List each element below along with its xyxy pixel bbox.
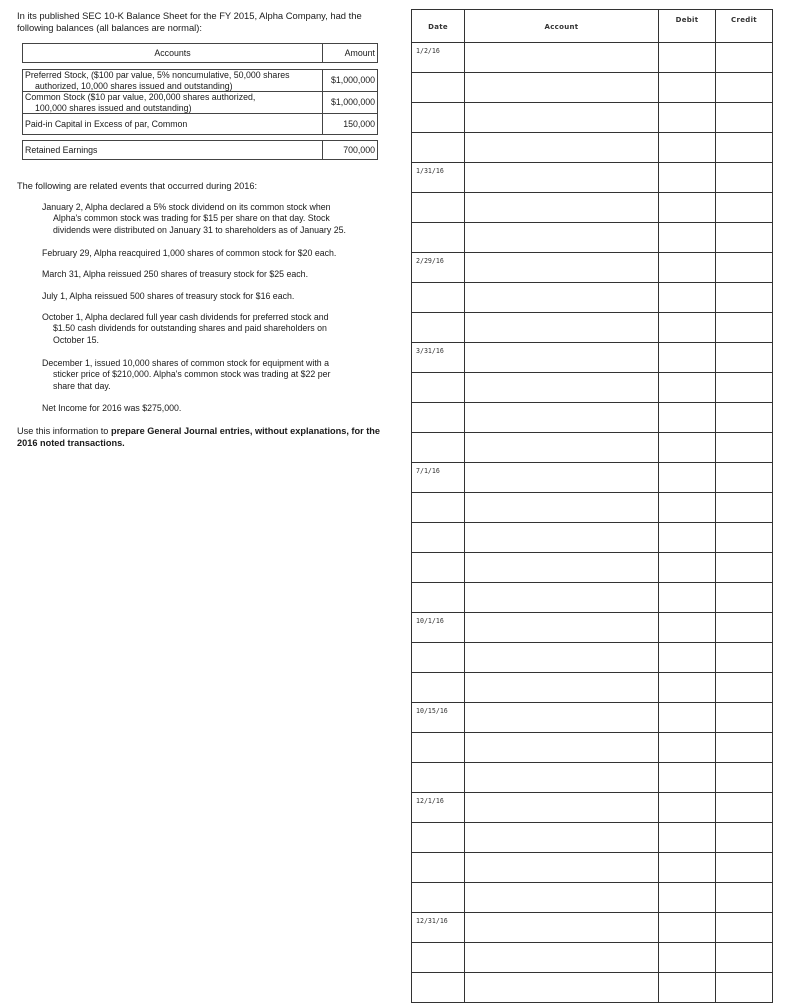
journal-debit-cell[interactable] [659, 493, 716, 523]
journal-date-cell [412, 583, 465, 613]
account-name: Preferred Stock, ($100 par value, 5% noncumulative, 50,000 shares [25, 70, 290, 80]
journal-account-cell[interactable] [465, 433, 659, 463]
journal-account-cell[interactable] [465, 43, 659, 73]
journal-account-cell[interactable] [465, 133, 659, 163]
balance-row [23, 114, 378, 135]
accounts-header: Accounts [23, 44, 323, 63]
journal-date-cell [412, 433, 465, 463]
journal-row [412, 133, 773, 163]
journal-row [412, 433, 773, 463]
journal-date-cell: 10/15/16 [412, 703, 465, 733]
journal-row [412, 283, 773, 313]
journal-credit-cell[interactable] [716, 493, 773, 523]
journal-debit-cell[interactable] [659, 823, 716, 853]
debit-column-header: Debit [659, 10, 716, 43]
journal-date-cell [412, 643, 465, 673]
journal-credit-cell[interactable] [716, 343, 773, 373]
journal-account-cell[interactable] [465, 163, 659, 193]
journal-date-cell [412, 193, 465, 223]
journal-row [412, 673, 773, 703]
journal-debit-cell[interactable] [659, 403, 716, 433]
journal-date-cell [412, 403, 465, 433]
journal-debit-cell[interactable] [659, 283, 716, 313]
journal-row [412, 973, 773, 1003]
journal-row [412, 943, 773, 973]
journal-row [412, 343, 773, 373]
journal-account-cell[interactable] [465, 193, 659, 223]
journal-row [412, 403, 773, 433]
journal-account-cell[interactable] [465, 523, 659, 553]
journal-date-cell [412, 943, 465, 973]
journal-date-cell [412, 283, 465, 313]
journal-credit-cell[interactable] [716, 403, 773, 433]
journal-credit-cell[interactable] [716, 793, 773, 823]
journal-row [412, 223, 773, 253]
journal-debit-cell[interactable] [659, 193, 716, 223]
journal-credit-cell[interactable] [716, 133, 773, 163]
journal-row [412, 883, 773, 913]
event-item: Net Income for 2016 was $275,000. [42, 403, 182, 413]
journal-debit-cell[interactable] [659, 793, 716, 823]
journal-row [412, 313, 773, 343]
journal-body [412, 43, 773, 1003]
journal-debit-cell[interactable] [659, 223, 716, 253]
balance-table [22, 43, 378, 160]
account-name: Retained Earnings [23, 141, 323, 160]
event-item: December 1, issued 10,000 shares of common stock for equipment with a sticker price of $210,000. Alpha's common stock was trading at $22 per share that day. [42, 358, 331, 391]
journal-date-cell [412, 73, 465, 103]
journal-date-cell: 12/1/16 [412, 793, 465, 823]
balance-row [23, 141, 378, 160]
problem-statement [17, 10, 379, 34]
journal-credit-cell[interactable] [716, 553, 773, 583]
journal-row [412, 493, 773, 523]
journal-credit-cell[interactable] [716, 973, 773, 1003]
journal-row [412, 373, 773, 403]
instructions: Use this information to prepare General Journal entries, without explanations, for the 2016 noted transactions. [17, 426, 381, 448]
journal-row [412, 703, 773, 733]
journal-account-cell[interactable] [465, 73, 659, 103]
journal-row [412, 643, 773, 673]
account-amount: 150,000 [323, 114, 378, 135]
journal-date-cell: 1/31/16 [412, 163, 465, 193]
journal-account-cell[interactable] [465, 253, 659, 283]
journal-account-cell[interactable] [465, 313, 659, 343]
journal-account-cell[interactable] [465, 883, 659, 913]
journal-account-cell[interactable] [465, 343, 659, 373]
journal-row [412, 793, 773, 823]
journal-debit-cell[interactable] [659, 373, 716, 403]
journal-credit-cell[interactable] [716, 733, 773, 763]
journal-date-cell [412, 493, 465, 523]
journal-credit-cell[interactable] [716, 103, 773, 133]
journal-date-cell [412, 133, 465, 163]
account-column-header: Account [465, 10, 659, 43]
journal-date-cell: 10/1/16 [412, 613, 465, 643]
journal-credit-cell[interactable] [716, 463, 773, 493]
credit-column-header: Credit [716, 10, 773, 43]
journal-row [412, 193, 773, 223]
journal-credit-cell[interactable] [716, 433, 773, 463]
journal-date-cell: 7/1/16 [412, 463, 465, 493]
journal-row [412, 523, 773, 553]
journal-credit-cell[interactable] [716, 73, 773, 103]
journal-debit-cell[interactable] [659, 853, 716, 883]
journal-account-cell[interactable] [465, 913, 659, 943]
journal-row [412, 763, 773, 793]
journal-row [412, 583, 773, 613]
journal-credit-cell[interactable] [716, 283, 773, 313]
journal-row [412, 463, 773, 493]
date-column-header: Date [412, 10, 465, 43]
journal-account-cell[interactable] [465, 973, 659, 1003]
journal-credit-cell[interactable] [716, 763, 773, 793]
journal-debit-cell[interactable] [659, 733, 716, 763]
account-name-cont: 100,000 shares issued and outstanding) [35, 102, 192, 113]
journal-account-cell[interactable] [465, 493, 659, 523]
account-name: Paid-in Capital in Excess of par, Common [23, 114, 323, 135]
journal-debit-cell[interactable] [659, 553, 716, 583]
journal-row [412, 73, 773, 103]
journal-credit-cell[interactable] [716, 193, 773, 223]
journal-account-cell[interactable] [465, 613, 659, 643]
journal-debit-cell[interactable] [659, 523, 716, 553]
journal-date-cell [412, 103, 465, 133]
journal-account-cell[interactable] [465, 943, 659, 973]
journal-date-cell: 2/29/16 [412, 253, 465, 283]
journal-credit-cell[interactable] [716, 703, 773, 733]
event-item: February 29, Alpha reacquired 1,000 shares of common stock for $20 each. [42, 248, 337, 258]
journal-date-cell [412, 763, 465, 793]
journal-date-cell: 3/31/16 [412, 343, 465, 373]
journal-row [412, 733, 773, 763]
journal-date-cell [412, 523, 465, 553]
journal-debit-cell[interactable] [659, 673, 716, 703]
journal-date-cell [412, 733, 465, 763]
journal-account-cell[interactable] [465, 673, 659, 703]
journal-date-cell [412, 553, 465, 583]
journal-account-cell[interactable] [465, 823, 659, 853]
journal-account-cell[interactable] [465, 463, 659, 493]
journal-debit-cell[interactable] [659, 313, 716, 343]
journal-debit-cell[interactable] [659, 613, 716, 643]
journal-debit-cell[interactable] [659, 73, 716, 103]
journal-date-cell: 12/31/16 [412, 913, 465, 943]
account-amount: 700,000 [323, 141, 378, 160]
account-amount: $1,000,000 [323, 70, 378, 92]
journal-credit-cell[interactable] [716, 613, 773, 643]
journal-credit-cell[interactable] [716, 673, 773, 703]
journal-account-cell[interactable] [465, 403, 659, 433]
journal-row [412, 103, 773, 133]
journal-debit-cell[interactable] [659, 463, 716, 493]
account-amount: $1,000,000 [323, 92, 378, 114]
balance-row [23, 92, 378, 114]
journal-date-cell [412, 223, 465, 253]
journal-debit-cell[interactable] [659, 763, 716, 793]
journal-header-row [412, 10, 773, 43]
journal-account-cell[interactable] [465, 793, 659, 823]
journal-date-cell [412, 313, 465, 343]
events-heading: The following are related events that occurred during 2016: [17, 181, 258, 191]
journal-credit-cell[interactable] [716, 823, 773, 853]
journal-debit-cell[interactable] [659, 703, 716, 733]
journal-credit-cell[interactable] [716, 583, 773, 613]
journal-debit-cell[interactable] [659, 253, 716, 283]
journal-debit-cell[interactable] [659, 943, 716, 973]
journal-row [412, 853, 773, 883]
balance-table-header [23, 44, 378, 63]
journal-debit-cell[interactable] [659, 163, 716, 193]
journal-account-cell[interactable] [465, 223, 659, 253]
journal-account-cell[interactable] [465, 583, 659, 613]
journal-account-cell[interactable] [465, 853, 659, 883]
journal-debit-cell[interactable] [659, 343, 716, 373]
journal-credit-cell[interactable] [716, 883, 773, 913]
journal-account-cell[interactable] [465, 703, 659, 733]
account-name: Common Stock ($10 par value, 200,000 shares authorized, [25, 92, 256, 102]
journal-row [412, 163, 773, 193]
journal-row [412, 43, 773, 73]
journal-debit-cell[interactable] [659, 133, 716, 163]
journal-credit-cell[interactable] [716, 163, 773, 193]
journal-date-cell [412, 673, 465, 703]
event-item: January 2, Alpha declared a 5% stock dividend on its common stock when Alpha's common stock was trading for $15 per share on that day. Stock dividends were distributed on January 31 to shareholders as of January 25. [42, 202, 346, 235]
general-journal-table [411, 9, 773, 1003]
journal-row [412, 553, 773, 583]
journal-date-cell [412, 853, 465, 883]
account-name-cont: authorized, 10,000 shares issued and outstanding) [35, 80, 233, 91]
balance-row [23, 70, 378, 92]
journal-credit-cell[interactable] [716, 523, 773, 553]
journal-debit-cell[interactable] [659, 973, 716, 1003]
journal-credit-cell[interactable] [716, 253, 773, 283]
journal-debit-cell[interactable] [659, 643, 716, 673]
journal-account-cell[interactable] [465, 283, 659, 313]
journal-date-cell [412, 883, 465, 913]
journal-date-cell [412, 973, 465, 1003]
event-item: July 1, Alpha reissued 500 shares of treasury stock for $16 each. [42, 291, 295, 301]
journal-row [412, 823, 773, 853]
journal-account-cell[interactable] [465, 643, 659, 673]
amount-header: Amount [323, 44, 378, 63]
journal-credit-cell[interactable] [716, 643, 773, 673]
journal-credit-cell[interactable] [716, 913, 773, 943]
journal-debit-cell[interactable] [659, 103, 716, 133]
journal-account-cell[interactable] [465, 373, 659, 403]
journal-debit-cell[interactable] [659, 883, 716, 913]
journal-credit-cell[interactable] [716, 853, 773, 883]
journal-account-cell[interactable] [465, 553, 659, 583]
journal-credit-cell[interactable] [716, 313, 773, 343]
journal-row [412, 913, 773, 943]
intro-text: In its published SEC 10-K Balance Sheet for the FY 2015, Alpha Company, had the following balances (all balances are normal): [17, 10, 362, 33]
journal-account-cell[interactable] [465, 103, 659, 133]
journal-credit-cell[interactable] [716, 223, 773, 253]
journal-account-cell[interactable] [465, 763, 659, 793]
journal-date-cell [412, 373, 465, 403]
journal-credit-cell[interactable] [716, 43, 773, 73]
journal-credit-cell[interactable] [716, 373, 773, 403]
journal-debit-cell[interactable] [659, 913, 716, 943]
journal-debit-cell[interactable] [659, 433, 716, 463]
journal-row [412, 253, 773, 283]
journal-credit-cell[interactable] [716, 943, 773, 973]
journal-date-cell: 1/2/16 [412, 43, 465, 73]
journal-account-cell[interactable] [465, 733, 659, 763]
event-item: March 31, Alpha reissued 250 shares of treasury stock for $25 each. [42, 269, 309, 279]
journal-row [412, 613, 773, 643]
journal-debit-cell[interactable] [659, 43, 716, 73]
journal-debit-cell[interactable] [659, 583, 716, 613]
journal-date-cell [412, 823, 465, 853]
event-item: October 1, Alpha declared full year cash dividends for preferred stock and $1.50 cash dividends for outstanding shares and paid shareholders on October 15. [42, 312, 329, 345]
